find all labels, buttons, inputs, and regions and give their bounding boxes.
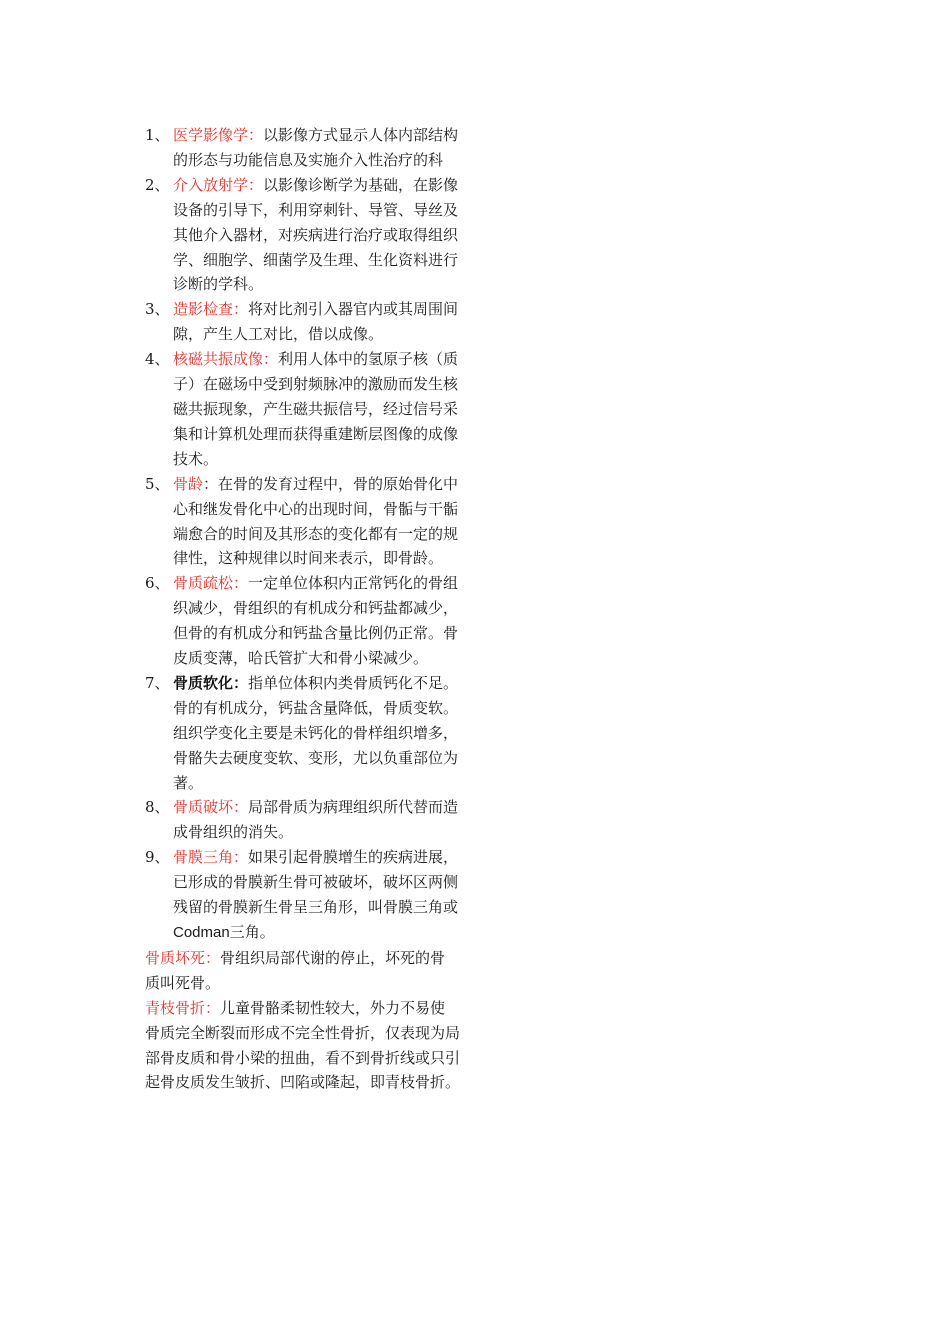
definition-text: 一定单位体积内正常钙化的骨组织减少，骨组织的有机成分和钙盐都减少，但骨的有机成分和钙盐含量比例仍正常。骨皮质变薄，哈氏管扩大和骨小梁减少。 [173, 574, 459, 668]
item-definition [173, 795, 460, 845]
glossary-item [145, 347, 460, 472]
definition-text: 如果引起骨膜增生的疾病进展，已形成的骨膜新生骨可被破坏，破坏区两侧残留的骨膜新生骨呈三角形，叫骨膜三角或 [173, 848, 459, 917]
item-number: 6、 [145, 574, 170, 593]
glossary-item [145, 472, 460, 572]
term-label: 青枝骨折： [145, 998, 221, 1017]
item-definition [173, 472, 460, 572]
glossary-item [145, 123, 460, 173]
item-number: 1、 [145, 126, 170, 144]
glossary-content [145, 123, 460, 1095]
item-definition [173, 571, 460, 671]
glossary-item [145, 671, 460, 796]
definition-text: ：在骨的发育过程中，骨的原始骨化中心和继发骨化中心的出现时间，骨骺与干骺端愈合的时间及其形态的变化都有一定的规律性，这种规律以时间来表示，即骨龄。 [173, 474, 459, 568]
item-definition [173, 347, 460, 472]
term-label: 介入放射学： [173, 175, 264, 194]
glossary-item [145, 795, 460, 845]
definition-text: 儿童骨骼柔韧性较大，外力不易使骨质完全断裂而形成不完全性骨折，仅表现为局部骨皮质和骨小梁的扭曲，看不到骨折线或只引起骨皮质发生皱折、凹陷或隆起，即青枝骨折。 [145, 998, 461, 1092]
term-label: 骨质破坏： [173, 798, 249, 817]
definition-text: 指单位体积内类骨质钙化不足。骨的有机成分，钙盐含量降低，骨质变软。组织学变化主要是未钙化的骨样组织增多，骨骼失去硬度变软、变形，尤以负重部位为著。 [173, 673, 459, 792]
glossary-item [145, 571, 460, 671]
item-definition [173, 297, 460, 347]
glossary-item [145, 297, 460, 347]
item-definition [173, 845, 460, 946]
latin-term: Codman [173, 924, 230, 941]
item-definition [173, 671, 460, 796]
term-label: 骨质疏松： [173, 574, 249, 593]
definition-text: 以影像方式显示人体内部结构的形态与功能信息及实施介入性治疗的科 [173, 126, 459, 169]
item-number: 5、 [145, 474, 170, 493]
item-number: 9、 [145, 848, 170, 867]
term-label: 骨膜三角： [173, 848, 249, 867]
item-number: 4、 [145, 350, 170, 369]
definition-text: 局部骨质为病理组织所代替而造成骨组织的消失。 [173, 798, 459, 842]
definition-text: 骨组织局部代谢的停止，坏死的骨质叫死骨。 [145, 948, 446, 992]
term-label: 医学影像学： [173, 126, 264, 144]
definition-text: 利用人体中的氢原子核（质子）在磁场中受到射频脉冲的激励而发生核磁共振现象，产生磁共振信号，经过信号采集和计算机处理而获得重建断层图像的成像技术。 [173, 350, 459, 468]
item-number: 3、 [145, 300, 170, 319]
glossary-item [145, 173, 460, 298]
term-label: 骨质坏死： [145, 948, 221, 967]
definition-text: 将对比剂引入器官内或其周围间隙，产生人工对比，借以成像。 [173, 300, 459, 344]
glossary-paragraph [145, 946, 460, 996]
definition-tail: 三角。 [229, 923, 275, 941]
item-number: 7、 [145, 673, 170, 692]
item-definition [173, 123, 460, 173]
item-number: 8、 [145, 798, 170, 817]
glossary-paragraph [145, 996, 460, 1096]
term-label: 造影检查： [173, 300, 249, 319]
term-label: 核磁共振成像： [173, 350, 279, 369]
term-label: 骨质软化： [173, 673, 249, 692]
definition-text: 以影像诊断学为基础，在影像设备的引导下，利用穿刺针、导管、导丝及其他介入器材，对疾病进行治疗或取得组织学、细胞学、细菌学及生理、生化资料进行诊断的学科。 [173, 175, 459, 294]
item-number: 2、 [145, 175, 170, 194]
term-label: 骨龄 [173, 474, 204, 493]
item-definition [173, 173, 460, 298]
glossary-item [145, 845, 460, 946]
